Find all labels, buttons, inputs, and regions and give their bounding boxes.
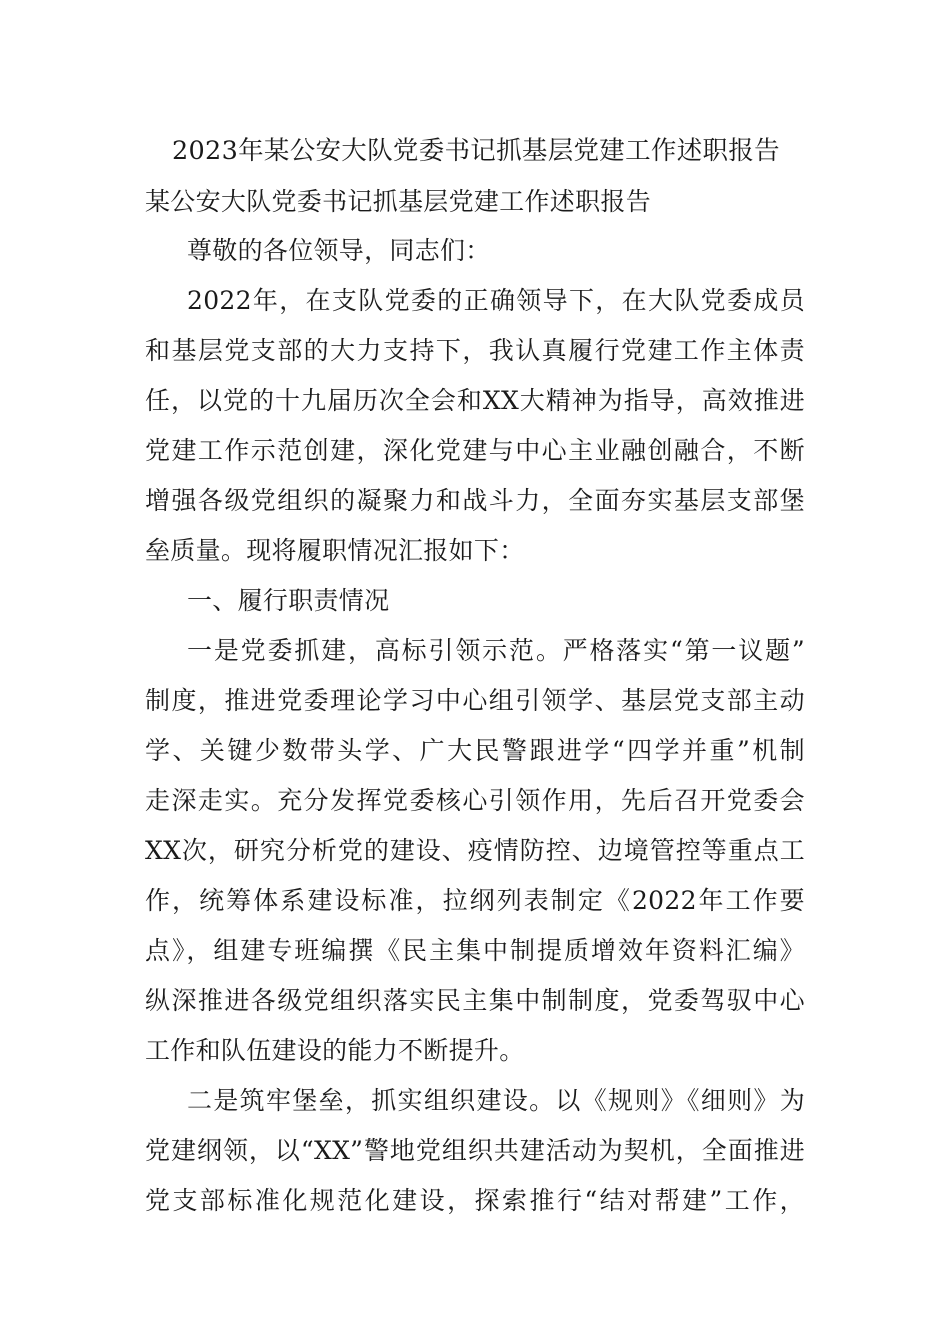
paragraph-1-line: 任，以党的十九届历次全会和XX大精神为指导，高效推进 — [145, 386, 805, 415]
paragraph-2-line: 工作和队伍建设的能力不断提升。 — [145, 1036, 525, 1065]
paragraph-2-line: 制度，推进党委理论学习中心组引领学、基层党支部主动 — [145, 686, 805, 715]
paragraph-2-line: 学、关键少数带头学、广大民警跟进学“四学并重”机制 — [145, 736, 805, 765]
paragraph-1-line: 和基层党支部的大力支持下，我认真履行党建工作主体责 — [145, 336, 805, 365]
paragraph-1-line: 党建工作示范创建，深化党建与中心主业融创融合，不断 — [145, 436, 805, 465]
document-subtitle: 某公安大队党委书记抓基层党建工作述职报告 — [145, 187, 652, 216]
paragraph-2-line: 点》，组建专班编撰《民主集中制提质增效年资料汇编》 — [145, 936, 805, 965]
section-1-heading: 一、履行职责情况 — [187, 586, 390, 615]
paragraph-2-line: 作，统筹体系建设标准，拉纲列表制定《2022年工作要 — [145, 886, 805, 915]
salutation: 尊敬的各位领导，同志们： — [187, 236, 491, 265]
paragraph-2-line: 纵深推进各级党组织落实民主集中制制度，党委驾驭中心 — [145, 986, 805, 1015]
paragraph-1-line: 2022年，在支队党委的正确领导下，在大队党委成员 — [187, 286, 805, 315]
paragraph-2-line: 一是党委抓建，高标引领示范。严格落实“第一议题” — [187, 636, 805, 665]
paragraph-3-line: 党建纲领，以“XX”警地党组织共建活动为契机，全面推进 — [145, 1136, 805, 1165]
paragraph-1-line: 增强各级党组织的凝聚力和战斗力，全面夯实基层支部堡 — [145, 486, 805, 515]
paragraph-1-line: 垒质量。现将履职情况汇报如下： — [145, 536, 525, 565]
paragraph-3-line: 二是筑牢堡垒，抓实组织建设。以《规则》《细则》为 — [187, 1086, 805, 1115]
document-title: 2023年某公安大队党委书记抓基层党建工作述职报告 — [172, 136, 780, 166]
paragraph-2-line: 走深走实。充分发挥党委核心引领作用，先后召开党委会 — [145, 786, 805, 815]
paragraph-2-line: XX次，研究分析党的建设、疫情防控、边境管控等重点工 — [145, 836, 805, 865]
paragraph-3-line: 党支部标准化规范化建设，探索推行“结对帮建”工作， — [145, 1186, 805, 1215]
